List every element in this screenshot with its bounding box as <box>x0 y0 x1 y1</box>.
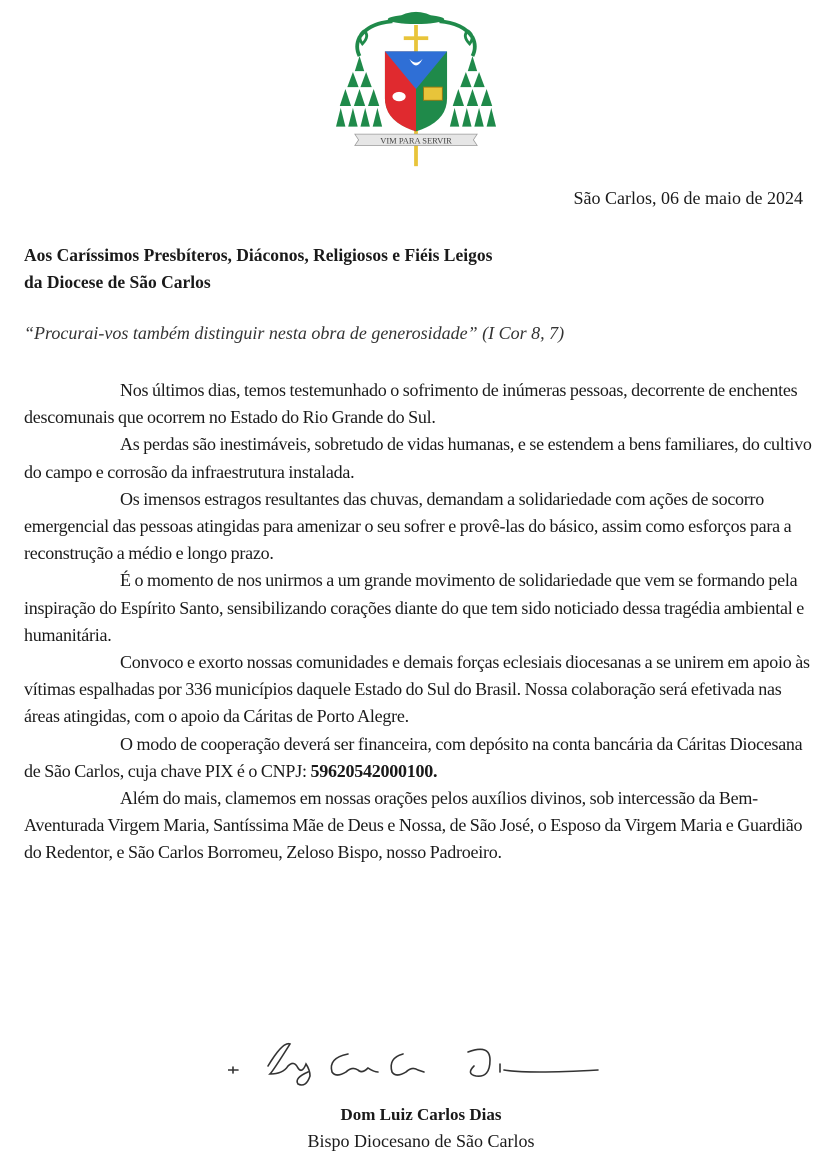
addressee-line-1: Aos Caríssimos Presbíteros, Diáconos, Religiosos e Fiéis Leigos <box>24 245 493 265</box>
pix-paragraph-text: O modo de cooperação deverá ser financeira, com depósito na conta bancária da Cáritas Diocesana de São Carlos, cuja chave PIX é o CNPJ: <box>24 733 803 781</box>
paragraph: É o momento de nos unirmos a um grande movimento de solidariedade que vem se formando pela inspiração do Espírito Santo, sensibilizando corações diante do que tem sido noticiado dessa tragédia ambiental e humanitária. <box>24 570 805 645</box>
addressee-line-2: da Diocese de São Carlos <box>24 272 211 292</box>
letter-date: São Carlos, 06 de maio de 2024 <box>573 188 803 208</box>
paragraph: Convoco e exorto nossas comunidades e demais forças eclesiais diocesanas a se unirem em apoio às vítimas espalhadas por 336 municípios daquele Estado do Sul do Brasil. Nossa colaboração será efetivada nas áreas atingidas, com o apoio da Cáritas de Porto Alegre. <box>24 652 810 727</box>
cnpj-pix-key: 59620542000100. <box>310 760 438 781</box>
paragraph: As perdas são inestimáveis, sobretudo de vidas humanas, e se estendem a bens familiares, do cultivo do campo e corrosão da infraestrutura instalada. <box>24 434 812 482</box>
crest-motto: VIM PARA SERVIR <box>380 135 452 146</box>
signer-name: Dom Luiz Carlos Dias <box>340 1105 502 1124</box>
paragraph: Os imensos estragos resultantes das chuvas, demandam a solidariedade com ações de socorro emergencial das pessoas atingidas para amenizar o seu sofrer e provê-las do básico, assim como esforços para a reconstrução a médio e longo prazo. <box>24 488 792 564</box>
paragraph: Nos últimos dias, temos testemunhado o sofrimento de inúmeras pessoas, decorrente de enchentes descomunais que ocorrem no Estado do Rio Grande do Sul. <box>24 380 798 428</box>
pix-paragraph <box>24 731 814 785</box>
closing-paragraph: Além do mais, clamemos em nossas orações pelos auxílios divinos, sob intercessão da Bem-Aventurada Virgem Maria, Santíssima Mãe de Deus e Nossa, de São José, o Esposo da Virgem Maria e Guardião do Redentor, e São Carlos Borromeu, Zeloso Bispo, nosso Padroeiro. <box>24 788 803 863</box>
letter-body <box>24 377 814 867</box>
handwritten-signature-icon <box>228 1036 608 1088</box>
epigraph-quote: “Procurai-vos também distinguir nesta obra de generosidade” (I Cor 8, 7) <box>24 323 565 343</box>
coat-of-arms-icon <box>336 4 496 174</box>
addressee <box>24 242 492 296</box>
signer-title: Bispo Diocesano de São Carlos <box>307 1131 535 1151</box>
